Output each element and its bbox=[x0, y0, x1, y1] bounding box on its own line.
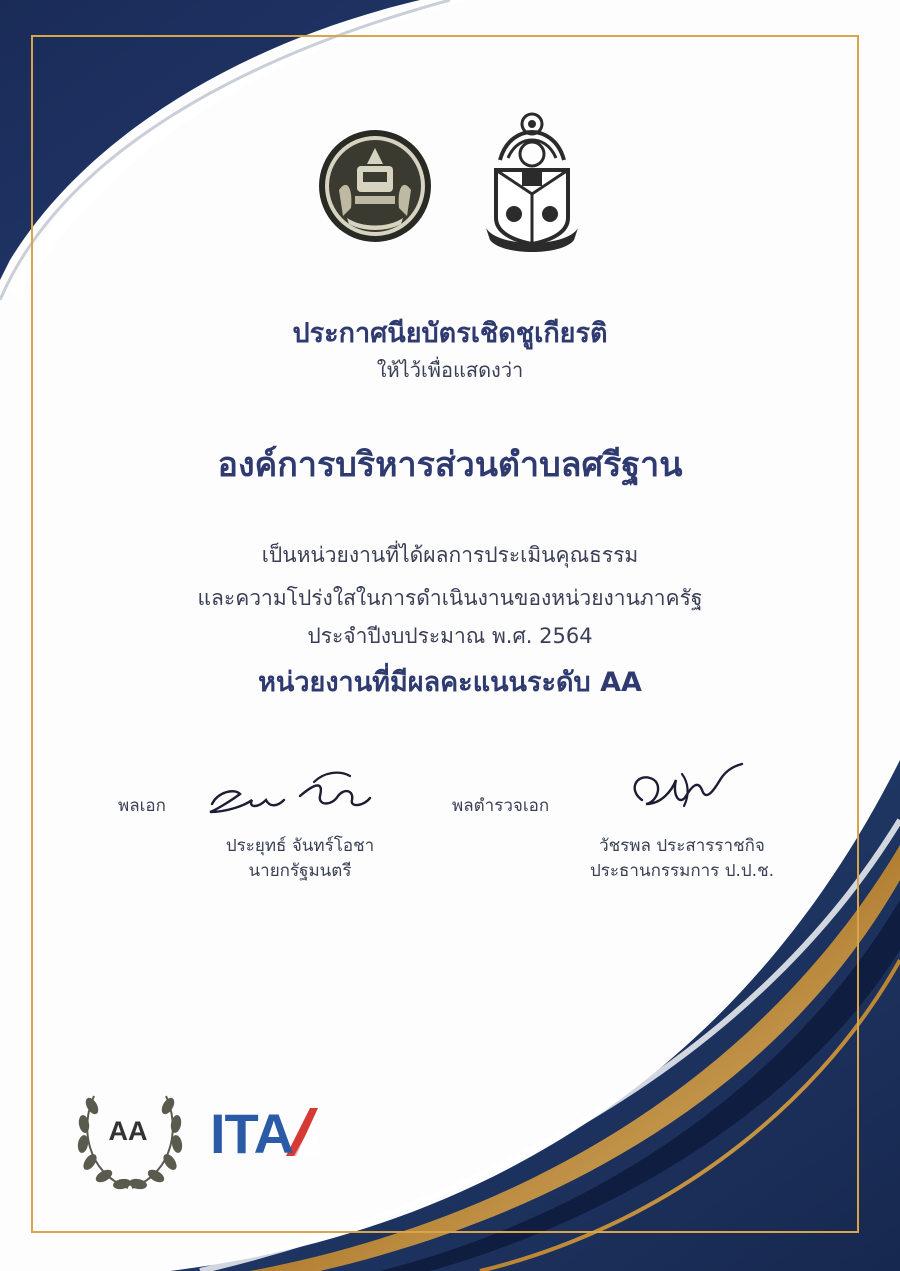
signatory-rank: พลเอก bbox=[118, 796, 166, 816]
signatory-rank: พลตำรวจเอก bbox=[452, 796, 550, 816]
signatory-name: วัชรพล ประสารราชกิจ bbox=[599, 836, 765, 856]
signatory-position: นายกรัฐมนตรี bbox=[248, 861, 352, 881]
certificate-heading: ประกาศนียบัตรเชิดชูเกียรติ bbox=[292, 318, 608, 349]
body-line: และความโปร่งใสในการดำเนินงานของหน่วยงานภาครัฐ bbox=[197, 586, 703, 610]
signature-image bbox=[622, 760, 752, 822]
body-line: เป็นหน่วยงานที่ได้ผลการประเมินคุณธรรม bbox=[261, 543, 639, 567]
signatory-name: ประยุทธ์ จันทร์โอชา bbox=[225, 836, 375, 856]
result-grade-text: หน่วยงานที่มีผลคะแนนระดับ AA bbox=[258, 667, 642, 698]
signatory-position: ประธานกรรมการ ป.ป.ช. bbox=[589, 861, 775, 881]
signature-image bbox=[204, 766, 384, 822]
grade-badge-text: AA bbox=[108, 1116, 148, 1146]
nacc-emblem-icon bbox=[482, 108, 582, 256]
organization-name: องค์การบริหารส่วนตำบลศรีฐาน bbox=[217, 445, 683, 485]
ita-logo-text: ITA bbox=[210, 1102, 294, 1165]
certificate-subheading: ให้ไว้เพื่อแสดงว่า bbox=[376, 358, 524, 382]
government-seal-icon bbox=[317, 128, 433, 244]
body-line: ประจำปีงบประมาณ พ.ศ. 2564 bbox=[307, 624, 593, 648]
